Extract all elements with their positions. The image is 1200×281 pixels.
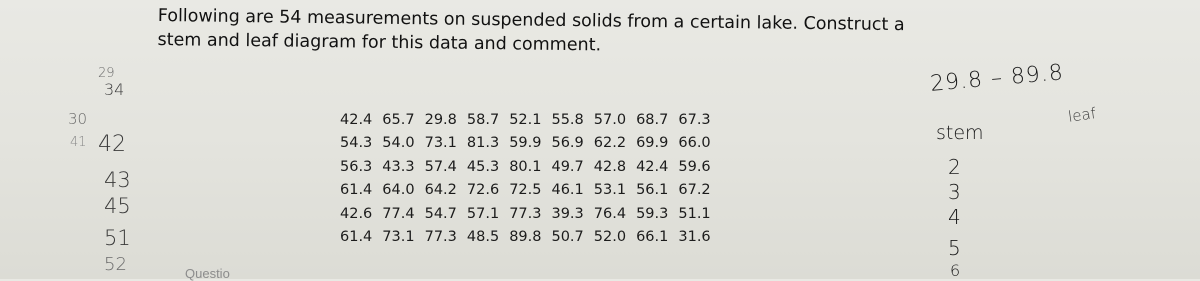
margin-note-41: 41 <box>70 135 87 150</box>
table-row <box>340 202 721 226</box>
margin-note-52: 52 <box>104 254 127 275</box>
measurement-cell: 42.8 <box>593 158 627 175</box>
measurement-cell: 52.1 <box>509 111 542 128</box>
measurement-cell: 72.6 <box>466 182 500 199</box>
measurement-cell: 56.9 <box>551 135 584 152</box>
measurement-cell: 59.6 <box>678 158 711 175</box>
measurement-cell: 54.7 <box>424 205 457 222</box>
measurement-cell: 45.3 <box>466 158 500 175</box>
measurement-cell: 77.3 <box>509 205 542 222</box>
measurement-cell: 72.5 <box>509 182 542 199</box>
table-row <box>340 108 721 132</box>
measurement-cell: 62.2 <box>593 135 627 152</box>
measurement-cell: 73.1 <box>424 135 457 152</box>
margin-note-51: 51 <box>104 226 131 250</box>
measurement-cell: 57.0 <box>593 111 627 128</box>
measurement-cell: 42.4 <box>340 111 373 128</box>
measurement-cell: 42.6 <box>340 205 373 222</box>
margin-note-42: 42 <box>98 132 126 157</box>
table-row <box>340 226 721 250</box>
measurements-table <box>340 108 721 249</box>
measurement-cell: 56.3 <box>340 158 373 175</box>
margin-note-34: 34 <box>104 80 125 99</box>
handwritten-stem-3: 3 <box>948 180 961 204</box>
measurement-cell: 50.7 <box>551 229 584 246</box>
handwritten-stem-5: 5 <box>948 236 961 260</box>
measurement-cell: 43.3 <box>382 158 415 175</box>
measurement-cell: 48.5 <box>466 229 500 246</box>
measurement-cell: 31.6 <box>678 229 711 246</box>
measurement-cell: 89.8 <box>509 229 542 246</box>
table-row <box>340 179 721 203</box>
measurement-cell: 73.1 <box>382 229 415 246</box>
handwritten-leaf-label: leaf <box>1066 104 1097 126</box>
measurement-cell: 39.3 <box>551 205 584 222</box>
measurement-cell: 57.1 <box>466 205 500 222</box>
handwritten-range: 29.8 – 89.8 <box>929 60 1065 97</box>
measurement-cell: 77.3 <box>424 229 457 246</box>
measurement-cell: 56.1 <box>636 182 669 199</box>
measurement-cell: 68.7 <box>636 111 669 128</box>
measurement-cell: 46.1 <box>551 182 584 199</box>
problem-statement <box>157 4 1038 63</box>
measurement-cell: 64.0 <box>382 182 415 199</box>
measurement-cell: 53.1 <box>593 182 627 199</box>
handwritten-stem-6: 6 <box>950 261 961 280</box>
measurement-cell: 67.2 <box>678 182 711 199</box>
margin-note-30: 30 <box>68 110 88 128</box>
table-row <box>340 155 721 179</box>
measurement-cell: 66.1 <box>636 229 669 246</box>
measurement-cell: 58.7 <box>466 111 500 128</box>
measurement-cell: 54.3 <box>340 135 373 152</box>
measurement-cell: 80.1 <box>509 158 542 175</box>
margin-note-43: 43 <box>104 168 131 192</box>
measurement-cell: 69.9 <box>636 135 669 152</box>
measurement-cell: 61.4 <box>340 229 373 246</box>
measurement-cell: 67.3 <box>678 111 711 128</box>
measurement-cell: 51.1 <box>678 205 711 222</box>
handwritten-stem-4: 4 <box>948 205 961 229</box>
measurement-cell: 49.7 <box>551 158 584 175</box>
measurement-cell: 29.8 <box>424 111 457 128</box>
measurement-cell: 52.0 <box>593 229 627 246</box>
measurement-cell: 66.0 <box>678 135 711 152</box>
problem-line-1: Following are 54 measurements on suspended solids from a certain lake. Construct a <box>157 5 905 36</box>
measurement-cell: 54.0 <box>382 135 415 152</box>
measurement-cell: 65.7 <box>382 111 415 128</box>
cutoff-question-heading: Questio <box>185 266 230 281</box>
handwritten-stem-2: 2 <box>948 155 961 179</box>
table-row <box>340 132 721 156</box>
measurement-cell: 77.4 <box>382 205 415 222</box>
margin-note-45: 45 <box>104 194 131 218</box>
measurement-cell: 57.4 <box>424 158 457 175</box>
measurement-cell: 42.4 <box>636 158 669 175</box>
margin-note-29: 29 <box>98 66 115 81</box>
measurement-cell: 59.9 <box>509 135 542 152</box>
measurement-cell: 59.3 <box>636 205 669 222</box>
problem-line-2: stem and leaf diagram for this data and comment. <box>157 29 602 56</box>
measurement-cell: 76.4 <box>593 205 627 222</box>
measurement-cell: 64.2 <box>424 182 457 199</box>
handwritten-stem-label: stem <box>936 122 984 144</box>
measurement-cell: 61.4 <box>340 182 373 199</box>
measurement-cell: 81.3 <box>466 135 500 152</box>
measurement-cell: 55.8 <box>551 111 584 128</box>
